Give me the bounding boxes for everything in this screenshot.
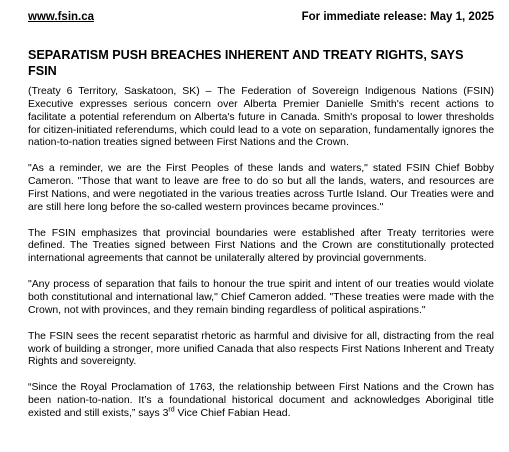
- release-date: For immediate release: May 1, 2025: [301, 11, 494, 23]
- vice-chief-attribution: Vice Chief Fabian Head.: [174, 407, 291, 419]
- press-release-title: SEPARATISM PUSH BREACHES INHERENT AND TREATY RIGHTS, SAYS FSIN: [28, 48, 464, 78]
- release-header: [28, 9, 494, 25]
- paragraph-treaty-concern: (Treaty 6 Territory, Saskatoon, SK) – The Federation of Sovereign Indigenous Nations (FSIN) Executive expresses serious concern over Alberta Premier Danielle Smith's recent actions to facilitate a potential referendum on Alberta's future in Canada. Smith's proposal to lower thresholds for citizen-initiated referendums, which could lead to a vote on separation, fundamentally ignores the nation-to-nation treaties signed between First Nations and the Crown.: [28, 86, 494, 149]
- paragraph-separation-law: "Any process of separation that fails to honour the true spirit and intent of our treaties would violate both constitutional and international law," Chief Cameron added. "These treaties were made with the Crown, not with provinces, and they remain binding regardless of political aspirations.": [28, 279, 494, 316]
- website-link[interactable]: www.fsin.ca: [28, 11, 95, 23]
- paragraph-royal-proclamation: [28, 382, 494, 421]
- royal-proclamation-text: “Since the Royal Proclamation of 1763, the relationship between First Nations and the Crown has been nation-to-nation. It’s a foundational historical document and acknowledges Aboriginal title existed and still exists,” says 3: [28, 382, 494, 419]
- paragraph-separatist-rhetoric: The FSIN sees the recent separatist rhetoric as harmful and divisive for all, distracting from the real work of building a stronger, more unified Canada that also respects First Nations Inherent and Treaty Rights and sovereignty.: [28, 330, 494, 368]
- paragraph-boundaries: The FSIN emphasizes that provincial boundaries were established after Treaty territories were defined. The Treaties signed between First Nations and the Crown are constitutionally protected international agreements that cannot be unilaterally altered by provincial governments.: [28, 227, 494, 265]
- paragraph-chief-quote: "As a reminder, we are the First Peoples of these lands and waters," stated FSIN Chief Bobby Cameron. "Those that want to leave are free to do so but all the lands, waters, and resources are First Nations, and were negotiated in the various treaties across Turtle Island. Our Treaties were and are still here long before the so-called western provinces became provinces.": [28, 163, 494, 213]
- ordinal-suffix: rd: [168, 406, 175, 414]
- press-release-body: [28, 86, 494, 421]
